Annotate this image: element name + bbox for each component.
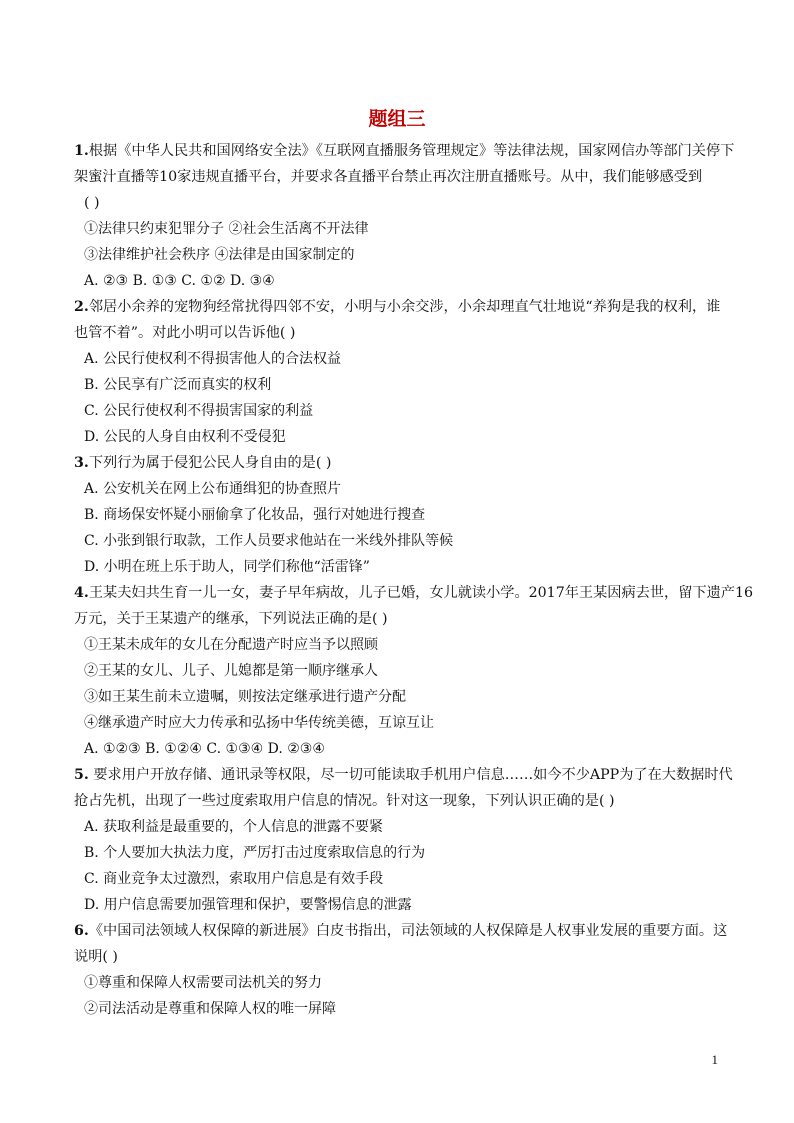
question-stem-line: 也管不着”。对此小明可以告诉他( ) bbox=[74, 325, 296, 341]
option-d: D. 用户信息需要加强管理和保护，要警惕信息的泄露 bbox=[84, 897, 412, 913]
option-b: B. 个人要加大执法力度，严厉打击过度索取信息的行为 bbox=[84, 845, 426, 861]
question-list bbox=[74, 138, 754, 1022]
question-stem-line: 要求用户开放存储、通讯录等权限，尽一切可能读取手机用户信息……如今不少APP为了在大数据时代 bbox=[88, 767, 733, 783]
question-4 bbox=[74, 580, 754, 762]
question-5 bbox=[74, 762, 733, 918]
option-line: ③法律维护社会秩序 ④法律是由国家制定的 bbox=[84, 247, 355, 263]
page-title: 题组三 bbox=[368, 108, 426, 130]
option-b: B. 公民享有广泛而真实的权利 bbox=[84, 377, 272, 393]
statement-line: ②王某的女儿、儿子、儿媳都是第一顺序继承人 bbox=[84, 663, 378, 679]
answer-blank: ( ) bbox=[84, 195, 100, 211]
statement-line: ②司法活动是尊重和保障人权的唯一屏障 bbox=[84, 1001, 336, 1017]
statement-line: ①尊重和保障人权需要司法机关的努力 bbox=[84, 975, 322, 991]
option-d: D. 小明在班上乐于助人，同学们称他“活雷锋” bbox=[84, 559, 370, 575]
question-stem-line: 下列行为属于侵犯公民人身自由的是( ) bbox=[88, 455, 332, 471]
question-stem-line: 根据《中华人民共和国网络安全法》《互联网直播服务管理规定》等法律法规，国家网信办等部门关停下 bbox=[88, 143, 735, 159]
question-number: 5. bbox=[74, 767, 89, 783]
question-stem-line: 抢占先机，出现了一些过度索取用户信息的情况。针对这一现象，下列认识正确的是( ) bbox=[74, 793, 615, 809]
page-number: 1 bbox=[711, 1052, 718, 1067]
question-stem-line: 说明( ) bbox=[74, 949, 118, 965]
statement-line: ③如王某生前未立遗嘱，则按法定继承进行遗产分配 bbox=[84, 689, 406, 705]
statement-line: ④继承遗产时应大力传承和弘扬中华传统美德，互谅互让 bbox=[84, 715, 434, 731]
choice-options: A. ②③ B. ①③ C. ①② D. ③④ bbox=[84, 273, 275, 289]
option-c: C. 公民行使权利不得损害国家的利益 bbox=[84, 403, 314, 419]
question-stem-line: 架蜜汁直播等10家违规直播平台，并要求各直播平台禁止再次注册直播账号。从中，我们能够感受到 bbox=[74, 169, 703, 185]
question-number: 3. bbox=[74, 455, 89, 471]
option-a: A. 公安机关在网上公布通缉犯的协查照片 bbox=[84, 481, 342, 497]
option-c: C. 小张到银行取款，工作人员要求他站在一米线外排队等候 bbox=[84, 533, 454, 549]
question-stem-line: 万元，关于王某遗产的继承，下列说法正确的是( ) bbox=[74, 611, 388, 627]
question-number: 2. bbox=[74, 299, 89, 315]
question-stem-line: 《中国司法领域人权保障的新进展》白皮书指出，司法领域的人权保障是人权事业发展的重要方面。这 bbox=[88, 923, 728, 939]
option-c: C. 商业竞争太过激烈，索取用户信息是有效手段 bbox=[84, 871, 384, 887]
question-number: 4. bbox=[74, 585, 89, 601]
question-3 bbox=[74, 450, 724, 580]
statement-line: ①王某未成年的女儿在分配遗产时应当予以照顾 bbox=[84, 637, 378, 653]
question-number: 6. bbox=[74, 923, 89, 939]
question-2 bbox=[74, 294, 724, 450]
question-number: 1. bbox=[74, 143, 89, 159]
option-a: A. 公民行使权利不得损害他人的合法权益 bbox=[84, 351, 342, 367]
option-a: A. 获取利益是最重要的，个人信息的泄露不要紧 bbox=[84, 819, 384, 835]
option-line: ①法律只约束犯罪分子 ②社会生活离不开法律 bbox=[84, 221, 369, 237]
question-stem-line: 王某夫妇共生育一儿一女，妻子早年病故，儿子已婚，女儿就读小学。2017年王某因病去世，留下遗产16 bbox=[88, 585, 754, 601]
option-b: B. 商场保安怀疑小丽偷拿了化妆品，强行对她进行搜查 bbox=[84, 507, 426, 523]
choice-options: A. ①②③ B. ①②④ C. ①③④ D. ②③④ bbox=[84, 741, 325, 757]
question-6 bbox=[74, 918, 728, 1022]
question-1 bbox=[74, 138, 735, 294]
question-stem-line: 邻居小余养的宠物狗经常扰得四邻不安，小明与小余交涉，小余却理直气壮地说“养狗是我的权利，谁 bbox=[88, 299, 721, 315]
option-d: D. 公民的人身自由权利不受侵犯 bbox=[84, 429, 286, 445]
